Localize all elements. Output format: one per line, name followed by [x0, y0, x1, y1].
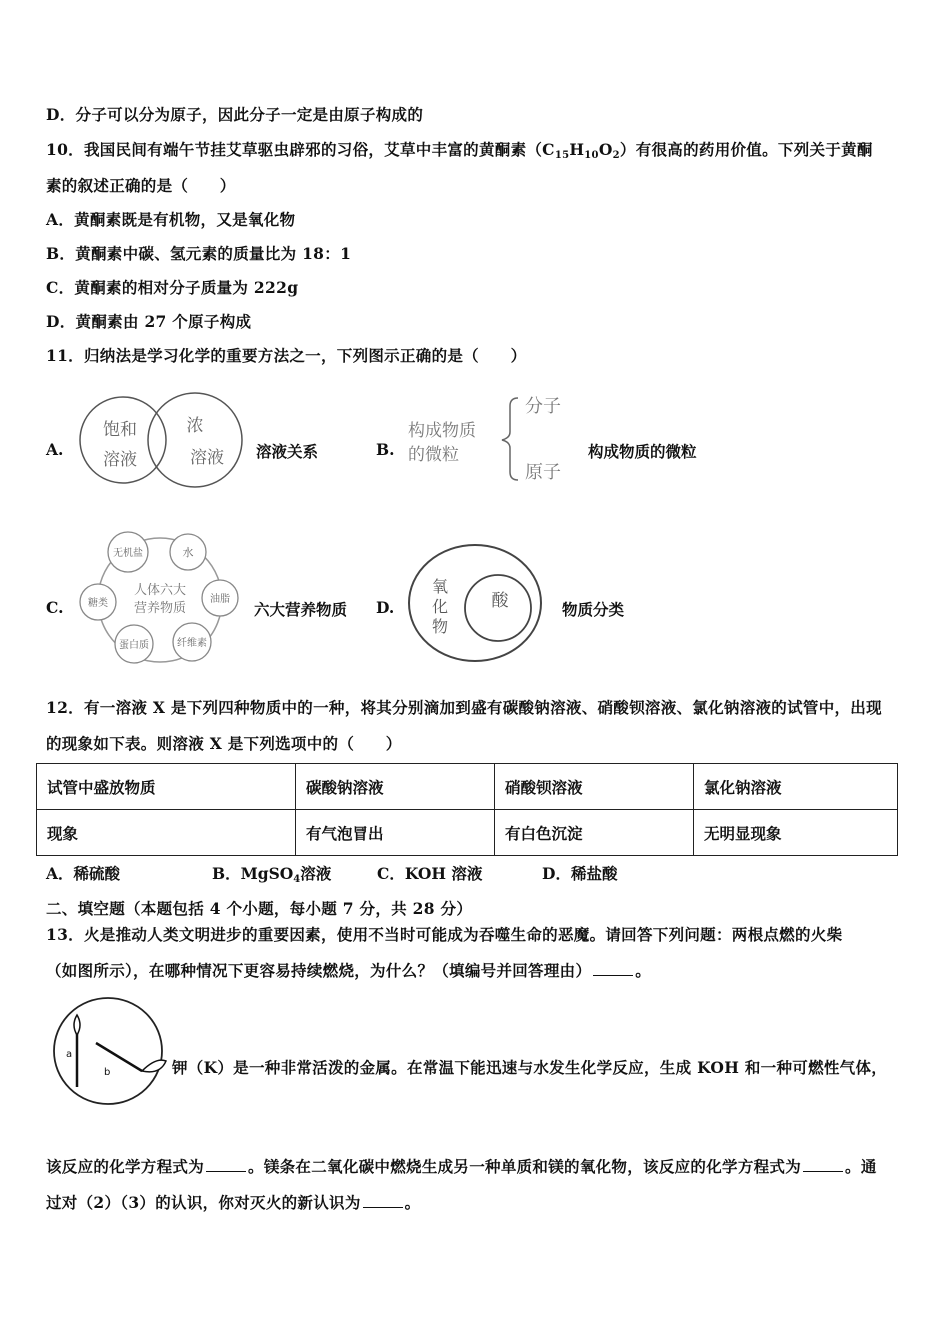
q13-line4-text: 。镁条在二氧化碳中燃烧生成另一种单质和镁的氧化物，该反应的化学方程式为: [248, 1157, 802, 1176]
q12-stem-line1: 12．有一溶液 X 是下列四种物质中的一种，将其分别滴加到盛有碳酸钠溶液、硝酸钡溶液、氯化钠溶液的试管中，出现: [46, 698, 882, 717]
center-text-1: 人体六大: [133, 583, 187, 598]
q13-line5-end: 。: [404, 1193, 421, 1212]
matches-figure: [50, 995, 170, 1110]
table-cell: 有白色沉淀: [495, 810, 694, 856]
option-b-text: 溶液: [300, 864, 332, 883]
formula-part: H: [569, 140, 585, 159]
answer-blank[interactable]: [363, 1195, 403, 1208]
label-a: a: [66, 1049, 73, 1060]
formula-part: O: [598, 140, 613, 159]
q11-b-caption: 构成物质的微粒: [588, 442, 697, 461]
saturated-text-1: 饱和: [103, 420, 137, 440]
brace-left-text-1: 构成物质: [408, 421, 476, 441]
brace-bottom-text: 原子: [525, 462, 561, 483]
inner-text: 酸: [491, 591, 509, 611]
q11-d-label: D.: [376, 598, 395, 617]
label-b: b: [104, 1067, 111, 1078]
q13-line4-text: 该反应的化学方程式为: [46, 1157, 205, 1176]
concentrated-circle: [148, 393, 242, 487]
node-text: 油脂: [210, 594, 230, 605]
table-cell: 无明显现象: [694, 810, 898, 856]
observation-table: [36, 763, 898, 856]
q13-line2: [46, 959, 651, 981]
outer-text-1: 氧: [431, 577, 449, 596]
q13-line2-text: （如图所示），在哪种情况下更容易持续燃烧，为什么？（填编号并回答理由）: [46, 961, 592, 980]
q13-line4-text: 。通: [845, 1157, 877, 1176]
classification-circle-diagram: [400, 540, 550, 670]
table-cell: 硝酸钡溶液: [495, 764, 694, 810]
q10-option-b: B．黄酮素中碳、氢元素的质量比为 18：1: [46, 244, 352, 263]
formula-sub: 2: [612, 150, 620, 161]
table-cell: 试管中盛放物质: [37, 764, 296, 810]
particle-brace-diagram: [400, 388, 585, 488]
node-text: 纤维素: [177, 638, 207, 649]
node-text: 水: [182, 546, 194, 559]
saturated-circle: [80, 397, 166, 483]
match-a-flame: [74, 1015, 80, 1035]
table-cell: 氯化钠溶液: [694, 764, 898, 810]
brace-shape: [502, 398, 518, 480]
option-b-text: B．MgSO: [212, 864, 294, 883]
table-cell: 碳酸钠溶液: [296, 764, 495, 810]
q12-option-b: [212, 862, 331, 885]
q10-stem-line1: [46, 138, 873, 161]
answer-blank[interactable]: [206, 1159, 246, 1172]
table-row: [37, 810, 898, 856]
q10-stem-part: 10．我国民间有端午节挂艾草驱虫辟邪的习俗，艾草中丰富的黄酮素（C: [46, 140, 555, 159]
q10-stem-part: ）有很高的药用价值。下列关于黄酮: [619, 140, 873, 159]
table-row: [37, 764, 898, 810]
q10-option-d: D．黄酮素由 27 个原子构成: [46, 312, 252, 331]
q11-a-label: A.: [46, 440, 64, 459]
formula-sub: 4: [293, 874, 301, 885]
q10-stem-line2: 素的叙述正确的是（ ）: [46, 176, 236, 195]
concentrated-text-2: 溶液: [190, 448, 224, 468]
formula-sub: 15: [554, 150, 570, 161]
q11-d-caption: 物质分类: [562, 600, 625, 619]
q9-option-d: D．分子可以分为原子，因此分子一定是由原子构成的: [46, 105, 424, 124]
section-title: 二、填空题（本题包括 4 个小题，每小题 7 分，共 28 分）: [46, 899, 473, 918]
outer-text-3: 物: [431, 617, 449, 636]
concentrated-text-1: 浓: [186, 416, 204, 436]
q11-b-label: B.: [376, 440, 395, 459]
node-text: 蛋白质: [119, 640, 149, 651]
q13-line5-text: 过对（2）（3）的认识，你对灭火的新认识为: [46, 1193, 361, 1212]
node-text: 糖类: [88, 598, 108, 609]
q13-line4: [46, 1155, 877, 1177]
table-cell: 现象: [37, 810, 296, 856]
q12-stem-line2: 的现象如下表。则溶液 X 是下列选项中的（ ）: [46, 734, 402, 753]
q12-option-d: D．稀盐酸: [542, 864, 618, 883]
q13-line5: [46, 1191, 420, 1213]
venn-diagram-solution: [70, 385, 250, 495]
answer-blank[interactable]: [803, 1159, 843, 1172]
q13-line1: 13．火是推动人类文明进步的重要因素，使用不当时可能成为吞噬生命的恶魔。请回答下列问题：两根点燃的火柴: [46, 925, 843, 944]
q11-c-label: C.: [46, 598, 64, 617]
q11-a-caption: 溶液关系: [256, 442, 319, 461]
table-cell: 有气泡冒出: [296, 810, 495, 856]
saturated-text-2: 溶液: [103, 450, 137, 470]
nutrients-ring-diagram: [70, 530, 250, 665]
answer-blank[interactable]: [593, 963, 633, 976]
formula-sub: 10: [584, 150, 599, 161]
match-b-stick: [96, 1043, 142, 1071]
q13-line3: 钾（K）是一种非常活泼的金属。在常温下能迅速与水发生化学反应，生成 KOH 和一种可燃性气体，: [172, 1058, 888, 1077]
q12-option-a: A．稀硫酸: [46, 864, 121, 883]
q10-option-a: A．黄酮素既是有机物，又是氧化物: [46, 210, 296, 229]
center-text-2: 营养物质: [133, 601, 187, 616]
brace-top-text: 分子: [525, 396, 561, 417]
q12-option-c: C．KOH 溶液: [377, 864, 483, 883]
match-b-flame: [142, 1060, 166, 1072]
outer-text-2: 化: [431, 597, 449, 616]
brace-left-text-2: 的微粒: [408, 445, 459, 465]
q10-option-c: C．黄酮素的相对分子质量为 222g: [46, 278, 299, 297]
oxide-circle: [409, 545, 541, 661]
q11-stem: 11．归纳法是学习化学的重要方法之一，下列图示正确的是（ ）: [46, 346, 527, 365]
q11-c-caption: 六大营养物质: [254, 600, 348, 619]
q13-line2-end: 。: [635, 961, 652, 980]
node-text: 无机盐: [113, 548, 143, 559]
